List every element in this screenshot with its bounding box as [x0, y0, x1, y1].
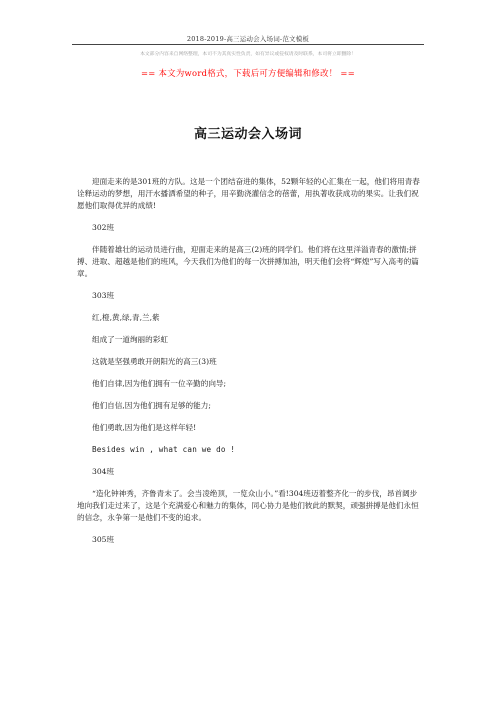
poem-line: 他们勇敢,因为他们是这样年轻! — [92, 423, 197, 432]
class-heading-302: 302班 — [92, 223, 115, 232]
poem-line: 这就是坚强勇敢开朗阳光的高三(3)班 — [92, 357, 217, 366]
page-header: 2018-2019-高三运动会入场词-范文模板 — [186, 35, 310, 43]
document-title: 高三运动会入场词 — [193, 127, 302, 142]
poem-line: 组成了一道绚丽的彩虹 — [92, 335, 168, 344]
paragraph-intro-301: 迎面走来的是301班的方队。这是一个团结奋进的集体，52颗年轻的心汇集在一起，他们将用青春诠释运动的梦想，用汗水播洒希望的种子，用辛勤浇灌信念的蓓蕾，用执著收获成功的果实。让我们祝愿他们取得优异的成绩! — [77, 177, 420, 210]
header-divider — [72, 44, 424, 45]
class-heading-303: 303班 — [92, 291, 115, 300]
class-heading-304: 304班 — [92, 467, 115, 476]
poem-line: 他们自信,因为他们拥有足够的能力; — [92, 401, 211, 410]
document-body — [77, 176, 422, 556]
paragraph-304: “造化钟神秀，齐鲁青未了。会当凌绝顶，一览众山小。”看!304班迈着整齐化一的步伐，昂首阔步地向我们走过来了，这是个充满爱心和魅力的集体，同心协力是他们彼此的默契，顽强拼搏是他们永恒的信念，永争第一是他们不变的追求。 — [77, 489, 419, 522]
poem-line: 红,橙,黄,绿,青,兰,紫 — [92, 313, 160, 322]
paragraph-302: 伴随着雄壮的运动员进行曲，迎面走来的是高三(2)班的同学们。他们将在这里洋溢青春的激情;拼搏、进取、超越是他们的班风，今天我们为他们的每一次拼搏加油，明天他们会将“辉煌”写入高考的篇章。 — [77, 245, 419, 278]
english-slogan: Besides win , what can we do ! — [92, 445, 236, 454]
format-notice: == 本文为word格式，下载后可方便编辑和修改！ == — [140, 68, 356, 78]
poem-line: 他们自律,因为他们拥有一位辛勤的向导; — [92, 379, 227, 388]
class-heading-305: 305班 — [92, 535, 115, 544]
disclaimer-text: 本文部分内容来自网络整理，本司不为其真实性负责，如有异议或侵权请及时联系，本司将立即删除！ — [140, 52, 356, 57]
